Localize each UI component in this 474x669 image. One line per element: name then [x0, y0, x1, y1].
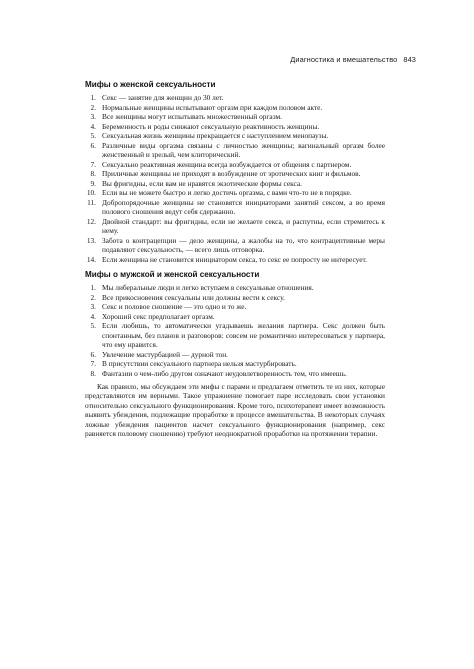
item-number: 8. — [90, 169, 96, 178]
item-text: В присутствии сексуального партнера нельзя мастурбировать. — [102, 359, 297, 368]
item-text: Беременность и роды снижают сексуальную реактивность женщины. — [102, 121, 320, 131]
list-item — [85, 369, 385, 379]
item-text: Секс и половое сношение — это одно и то же. — [102, 302, 247, 311]
list-item — [85, 283, 385, 293]
item-text: Забота о контрацепции — дело женщины, а жалобы на то, что контрацептивные меры подавляют сексуальность, — всего лишь отговорка. — [102, 235, 385, 254]
list-item — [85, 169, 385, 179]
list-item — [85, 293, 385, 303]
item-text: Хороший секс предполагает оргазм. — [102, 311, 215, 321]
item-text: Секс — занятие для женщин до 30 лет. — [102, 93, 224, 102]
item-text: Добропорядочные женщины не становятся инициаторами занятий сексом, а во время полового сношения ведут себя сдержанно. — [102, 197, 385, 216]
item-number: 3. — [90, 302, 96, 311]
closing-paragraph: Как правило, мы обсуждаем эти мифы с парами и предлагаем отметить те из них, которые представляются им верными. Такое упражнение помогает паре исследовать свои установки относительно сексуального функционирования. Кроме того, психотерапевт имеет возможность выявить убеждения, подлежащие проработке в процессе вмешательства. В некоторых случаях ложные убеждения пациентов насчет сексуального функционирования (например, секс равняется половому сношению) требуют неоднократной проработки на протяжении терапии. — [85, 382, 385, 439]
list-item — [85, 188, 385, 198]
item-number: 2. — [90, 102, 96, 112]
page-number: 843 — [403, 55, 416, 64]
item-number: 3. — [90, 112, 96, 121]
item-number: 14. — [86, 254, 96, 264]
item-text: Фантазии о чем-либо другом означают неудовлетворенность тем, что имеешь. — [102, 368, 347, 378]
list-item — [85, 217, 385, 236]
list-item — [85, 350, 385, 360]
item-text: Все женщины могут испытывать множественный оргазм. — [102, 112, 282, 121]
list-item — [85, 141, 385, 160]
item-number: 1. — [90, 93, 96, 102]
item-text: Различные виды оргазма связаны с личностью женщины; вагинальный оргазм более женственный и зрелый, чем клиторический. — [102, 140, 385, 159]
item-number: 2. — [90, 292, 96, 302]
item-number: 8. — [90, 368, 96, 378]
list-item — [85, 198, 385, 217]
item-text: Все прикосновения сексуальны или должны вести к сексу. — [102, 292, 285, 302]
item-text: Сексуальная жизнь женщины прекращается с наступлением менопаузы. — [102, 131, 329, 140]
item-number: 5. — [90, 131, 96, 140]
item-number: 5. — [90, 321, 96, 330]
item-number: 7. — [90, 359, 96, 368]
section-title-female-myths: Мифы о женской сексуальности — [85, 80, 216, 89]
item-text: Двойной стандарт: вы фригидны, если не желаете секса, и распутны, если стремитесь к нему. — [102, 216, 385, 235]
item-number: 1. — [90, 283, 96, 292]
item-number: 4. — [90, 121, 96, 131]
male-female-myths-list — [85, 283, 385, 378]
page-content — [85, 80, 385, 438]
list-item — [85, 321, 385, 350]
item-number: 13. — [86, 235, 96, 245]
running-head — [290, 55, 416, 64]
item-number: 10. — [86, 188, 96, 197]
list-item — [85, 312, 385, 322]
item-text: Сексуально реактивная женщина всегда возбуждается от общения с партнером. — [102, 159, 352, 169]
item-text: Если женщина не становится инициатором секса, то секс ее попросту не интересует. — [102, 254, 367, 264]
item-number: 9. — [90, 178, 96, 188]
female-myths-list — [85, 93, 385, 264]
list-item — [85, 236, 385, 255]
item-number: 6. — [90, 349, 96, 359]
item-number: 4. — [90, 311, 96, 321]
item-text: Мы либеральные люди и легко вступаем в сексуальные отношения. — [102, 283, 314, 292]
item-text: Увлечение мастурбацией — дурной тон. — [102, 349, 229, 359]
item-text: Если вы не можете быстро и легко достичь оргазма, с вами что-то не в порядке. — [102, 188, 352, 197]
item-number: 6. — [90, 140, 96, 150]
list-item — [85, 179, 385, 189]
item-text: Приличные женщины не приходят в возбуждение от эротических книг и фильмов. — [102, 169, 361, 178]
list-item — [85, 255, 385, 265]
item-number: 12. — [86, 216, 96, 226]
item-text: Если любишь, то автоматически угадываешь желания партнера. Секс должен быть спонтанным, без планов и разговоров: совсем не романтично интересоваться у партнера, что ему нравится. — [102, 321, 385, 349]
item-text: Вы фригидны, если вам не нравятся экзотические формы секса. — [102, 178, 302, 188]
list-item — [85, 103, 385, 113]
item-number: 11. — [87, 197, 96, 207]
list-item — [85, 93, 385, 103]
running-title: Диагностика и вмешательство — [290, 55, 398, 64]
section-title-male-female-myths: Мифы о мужской и женской сексуальности — [85, 270, 260, 279]
list-item — [85, 131, 385, 141]
item-text: Нормальные женщины испытывают оргазм при каждом половом акте. — [102, 102, 323, 112]
item-number: 7. — [90, 159, 96, 169]
list-item — [85, 302, 385, 312]
list-item — [85, 112, 385, 122]
list-item — [85, 122, 385, 132]
list-item — [85, 160, 385, 170]
list-item — [85, 359, 385, 369]
